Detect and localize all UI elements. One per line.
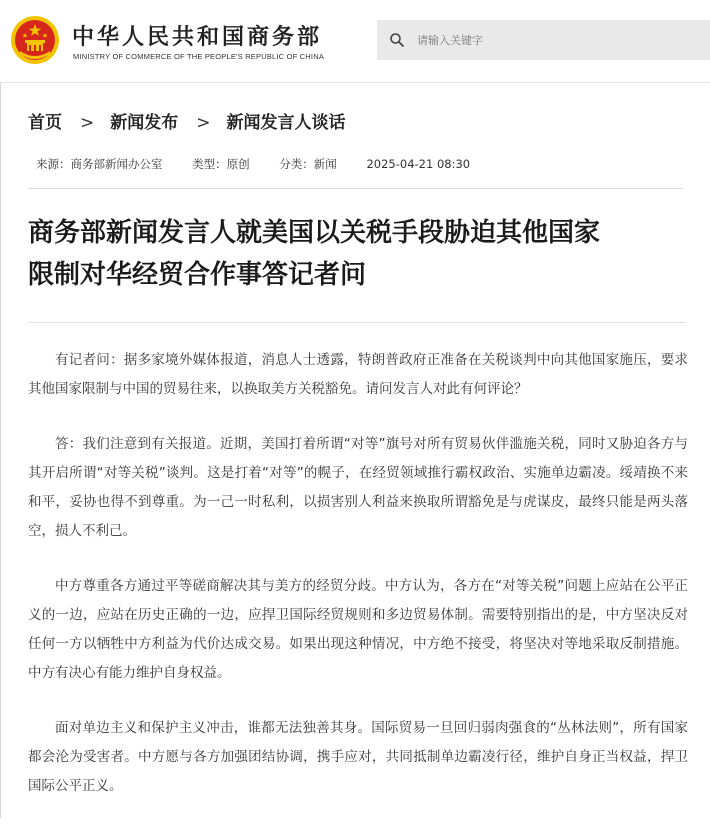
article-title [28,212,688,296]
search-box [377,20,710,60]
search-input[interactable] [417,30,697,50]
article-paragraph: 面对单边主义和保护主义冲击，谁都无法独善其身。国际贸易一旦回归弱肉强食的“丛林法则”，所有国家都会沦为受害者。中方愿与各方加强团结协调，携手应对，共同抵制单边霸凌行径，维护自身正当权益，捍卫国际公平正义。 [28,720,688,794]
meta-source: 来源：商务部新闻办公室 [36,157,163,171]
meta-divider [28,188,683,189]
site-name-en: MINISTRY OF COMMERCE OF THE PEOPLE'S REPUBLIC OF CHINA [73,52,325,61]
site-header [0,0,710,82]
header-divider [0,82,710,83]
breadcrumb-home[interactable]: 首页 [28,113,62,133]
meta-type: 类型：原创 [192,157,250,171]
article-paragraph: 答：我们注意到有关报道。近期，美国打着所谓“对等”旗号对所有贸易伙伴滥施关税，同时又胁迫各方与其开启所谓“对等关税”谈判。这是打着“对等”的幌子，在经贸领域推行霸权政治、实施单边霸凌。绥靖换不来和平，妥协也得不到尊重。为一己一时私利，以损害别人利益来换取所谓豁免是与虎谋皮，最终只能是两头落空，损人不利己。 [28,436,688,539]
meta-category: 分类：新闻 [279,157,337,171]
breadcrumb [28,108,346,133]
article-title-line-1: 商务部新闻发言人就美国以关税手段胁迫其他国家 [28,218,601,248]
article-meta [36,156,470,172]
article-paragraph: 有记者问：据多家境外媒体报道，消息人士透露，特朗普政府正准备在关税谈判中向其他国家施压，要求其他国家限制与中国的贸易往来，以换取美方关税豁免。请问发言人对此有何评论？ [28,352,688,397]
breadcrumb-separator: > [196,113,211,133]
article-body [28,346,688,827]
breadcrumb-news-release[interactable]: 新闻发布 [110,113,179,133]
article-paragraph: 中方尊重各方通过平等磋商解决其与美方的经贸分歧。中方认为，各方在“对等关税”问题上应站在公平正义的一边，应站在历史正确的一边，应捍卫国际经贸规则和多边贸易体制。需要特别指出的是，中方坚决反对任何一方以牺牲中方利益为代价达成交易。如果出现这种情况，中方绝不接受，将坚决对等地采取反制措施。中方有决心有能力维护自身权益。 [28,578,688,681]
title-divider [28,322,686,323]
meta-datetime: 2025-04-21 08:30 [366,157,471,171]
search-icon[interactable] [389,32,405,48]
site-name-cn[interactable]: 中华人民共和国商务部 [72,25,323,50]
breadcrumb-separator: > [80,113,95,133]
national-emblem-icon[interactable] [10,15,60,65]
article-title-line-2: 限制对华经贸合作事答记者问 [28,260,367,290]
left-border [0,83,1,818]
breadcrumb-spokesperson-talks[interactable]: 新闻发言人谈话 [226,113,346,133]
